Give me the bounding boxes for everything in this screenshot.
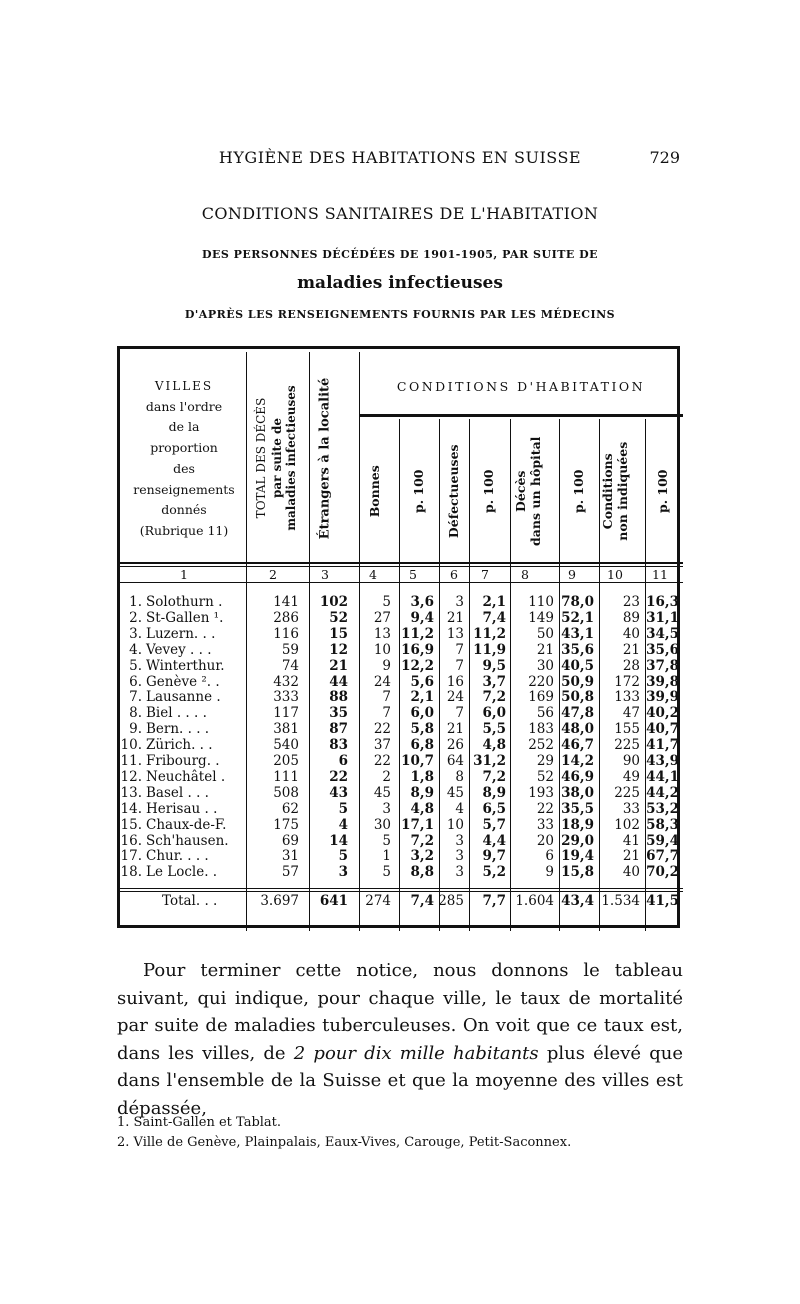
city-name: 14. Herisau . .: [120, 800, 218, 817]
total-cell: 274: [365, 893, 391, 909]
villes-header-line: renseignements: [133, 481, 235, 497]
table-cell: 3,6: [410, 594, 434, 610]
table-cell: 5: [382, 594, 391, 610]
city-name: 15. Chaux-de-F.: [120, 816, 227, 833]
table-cell: 44,1: [646, 768, 679, 785]
table-cell: 175: [273, 816, 299, 833]
table-cell: 9: [382, 657, 391, 674]
column-number: 10: [607, 567, 623, 582]
table-cell: 141: [273, 594, 299, 610]
table-cell: 18,9: [561, 816, 594, 833]
table-cell: 7: [382, 689, 391, 706]
table-cell: 15: [329, 625, 348, 642]
city-name: 3. Luzern. . .: [129, 625, 216, 642]
column-number: 8: [521, 567, 529, 582]
column-number: 4: [369, 567, 377, 582]
table-cell: 30: [373, 816, 391, 833]
table-cell: 14: [329, 832, 348, 849]
table-cell: 102: [614, 816, 640, 833]
table-cell: 16: [446, 673, 464, 690]
city-name: 10. Zürich. . .: [120, 737, 213, 754]
table-cell: 7: [382, 705, 391, 722]
total-cell: 43,4: [561, 893, 594, 909]
table-cell: 11,2: [473, 625, 506, 642]
city-name: 13. Basel . . .: [120, 784, 209, 801]
sub-header: Conditions: [599, 453, 615, 529]
table-cell: 13: [373, 625, 391, 642]
table-cell: 116: [273, 625, 299, 642]
table-cell: 149: [528, 609, 554, 626]
table-cell: 50,9: [561, 673, 594, 690]
table-cell: 41,7: [646, 737, 679, 754]
total-header: TOTAL DES DÉCÈS: [254, 397, 268, 519]
table-cell: 2,1: [482, 594, 506, 610]
table-cell: 2: [382, 768, 391, 785]
table-cell: 49: [622, 768, 640, 785]
table-cell: 50: [536, 625, 554, 642]
table-cell: 43,1: [561, 625, 594, 642]
footnote-2: 2. Ville de Genève, Plainpalais, Eaux-Vives, Carouge, Petit-Saconnex.: [117, 1135, 572, 1150]
table-cell: 27: [373, 609, 391, 626]
table-cell: 7,4: [482, 609, 506, 626]
sub-header: Décès: [512, 470, 528, 512]
table-cell: 21: [622, 641, 640, 658]
city-name: 17. Chur. . . .: [120, 848, 209, 865]
table-cell: 40: [622, 625, 640, 642]
sub-header: p. 100: [480, 469, 496, 513]
table-cell: 5: [338, 848, 348, 865]
table-cell: 10,7: [401, 753, 434, 769]
table-cell: 20: [536, 832, 554, 849]
table-cell: 41: [622, 832, 640, 849]
total-cell: 7,4: [410, 893, 434, 909]
table-cell: 6: [338, 753, 348, 769]
table-cell: 381: [273, 721, 299, 738]
table-cell: 6: [545, 848, 554, 865]
table-cell: 21: [446, 721, 464, 738]
table-cell: 111: [273, 768, 299, 785]
table-cell: 43: [329, 784, 348, 801]
city-name: 11. Fribourg. .: [120, 753, 220, 769]
table-cell: 46,9: [561, 768, 594, 785]
table-cell: 37: [373, 737, 391, 754]
table-cell: 59: [281, 641, 299, 658]
table-cell: 4,8: [482, 737, 506, 754]
table-cell: 90: [622, 753, 640, 769]
table-cell: 35,6: [646, 641, 679, 658]
table-cell: 31,2: [473, 753, 506, 769]
table-cell: 286: [273, 609, 299, 626]
table-cell: 4,4: [482, 832, 506, 849]
table-cell: 5,6: [410, 673, 434, 690]
table-cell: 9: [545, 864, 554, 881]
table-cell: 44,2: [646, 784, 679, 801]
sub-header: p. 100: [570, 469, 586, 513]
city-name: 16. Sch'hausen.: [120, 832, 229, 849]
table-cell: 252: [528, 737, 554, 754]
total-cell: 641: [319, 893, 348, 909]
villes-header-line: des: [173, 460, 195, 476]
table-cell: 10: [373, 641, 391, 658]
city-name: 4. Vevey . . .: [129, 641, 212, 658]
table-cell: 87: [329, 721, 348, 738]
table-cell: 12: [329, 641, 348, 658]
table-cell: 22: [536, 800, 554, 817]
villes-header-line: (Rubrique 11): [139, 522, 229, 538]
table-cell: 33: [622, 800, 640, 817]
city-name: 1. Solothurn .: [129, 594, 223, 610]
table-cell: 64: [446, 753, 464, 769]
table-cell: 5,5: [482, 721, 506, 738]
table-cell: 89: [622, 609, 640, 626]
table-cell: 102: [319, 594, 348, 610]
table-cell: 45: [446, 784, 464, 801]
table-cell: 155: [614, 721, 640, 738]
table-cell: 12,2: [401, 657, 434, 674]
table-cell: 21: [536, 641, 554, 658]
table-cell: 6,5: [482, 800, 506, 817]
table-cell: 11,2: [401, 625, 434, 642]
table-cell: 39,9: [646, 689, 679, 706]
table-cell: 8,9: [482, 784, 506, 801]
table-cell: 117: [273, 705, 299, 722]
table-cell: 3: [455, 594, 464, 610]
table-cell: 50,8: [561, 689, 594, 706]
table-cell: 3,2: [410, 848, 434, 865]
table-cell: 31: [281, 848, 299, 865]
table-cell: 14,2: [561, 753, 594, 769]
table-cell: 22: [329, 768, 348, 785]
city-name: 2. St-Gallen ¹.: [129, 609, 224, 626]
table-cell: 5: [382, 864, 391, 881]
villes-header-line: proportion: [150, 440, 218, 456]
column-number: 5: [409, 567, 417, 582]
total-label: Total. . .: [162, 893, 218, 909]
table-cell: 8,9: [410, 784, 434, 801]
table-cell: 53,2: [646, 800, 679, 817]
villes-header-line: VILLES: [154, 379, 214, 393]
table-title: CONDITIONS SANITAIRES DE L'HABITATION: [201, 204, 599, 223]
table-cell: 7,2: [410, 832, 434, 849]
table-cell: 35,6: [561, 641, 594, 658]
table-cell: 24: [446, 689, 464, 706]
table-subject: maladies infectieuses: [297, 273, 503, 293]
table-cell: 22: [373, 753, 391, 769]
sub-header: dans un hôpital: [527, 436, 543, 546]
city-name: 6. Genève ². .: [129, 673, 220, 690]
table-cell: 7,2: [482, 689, 506, 706]
table-cell: 6,8: [410, 737, 434, 754]
sub-header: non indiquées: [614, 441, 630, 541]
running-head-title: HYGIÈNE DES HABITATIONS EN SUISSE: [218, 148, 582, 167]
table-cell: 3: [455, 832, 464, 849]
table-cell: 23: [622, 594, 640, 610]
total-rule: [120, 888, 683, 889]
column-number: 3: [321, 567, 329, 582]
table-cell: 69: [281, 832, 299, 849]
table-cell: 10: [446, 816, 464, 833]
column-number: 11: [652, 567, 668, 582]
table-cell: 4: [338, 816, 348, 833]
villes-header-line: dans l'ordre: [145, 398, 223, 414]
table-cell: 29,0: [561, 832, 594, 849]
table-cell: 6,0: [410, 705, 434, 722]
table-cell: 29: [536, 753, 554, 769]
table-cell: 45: [373, 784, 391, 801]
table-cell: 9,4: [410, 609, 434, 626]
footnotes: [117, 1113, 687, 1153]
footnote-1: 1. Saint-Gallen et Tablat.: [117, 1115, 282, 1130]
table-cell: 83: [329, 737, 348, 754]
total-cell: 3.697: [260, 893, 299, 909]
table-cell: 88: [329, 689, 348, 706]
table-cell: 52: [536, 768, 554, 785]
table-cell: 225: [614, 737, 640, 754]
table-cell: 3: [382, 800, 391, 817]
table-cell: 7: [455, 641, 464, 658]
table-cell: 16,3: [646, 594, 679, 610]
table-cell: 7: [455, 657, 464, 674]
table-cell: 78,0: [561, 594, 594, 610]
sub-header: Défectueuses: [445, 444, 461, 538]
table-cell: 9,5: [482, 657, 506, 674]
header-rule: [120, 562, 683, 564]
table-cell: 6,0: [482, 705, 506, 722]
villes-header-line: de la: [168, 419, 200, 435]
data-table: [117, 346, 680, 928]
sub-header: Bonnes: [366, 464, 382, 518]
body-paragraph: Pour terminer cette notice, nous donnons le tableau suivant, qui indique, pour chaque ville, le taux de mortalité par suite de maladies tuberculeuses. On voit que ce taux est, dans les villes, de 2 pour dix mille habitants plus élevé que dans l'ensemble de la Suisse et que la moyenne des villes est dépassée,: [117, 960, 684, 1119]
table-cell: 31,1: [646, 609, 679, 626]
city-name: 12. Neuchâtel .: [120, 768, 226, 785]
table-cell: 8,8: [410, 864, 434, 881]
table-cell: 40,2: [646, 705, 679, 722]
table-cell: 1,8: [410, 768, 434, 785]
total-cell: 1.604: [515, 893, 554, 909]
total-cell: 7,7: [482, 893, 506, 909]
table-cell: 2,1: [410, 689, 434, 706]
conditions-header: CONDITIONS D'HABITATION: [396, 379, 646, 394]
etrangers-header: Étrangers à la localité: [317, 377, 333, 539]
table-cell: 19,4: [561, 848, 594, 865]
table-cell: 48,0: [561, 721, 594, 738]
total-cell: 285: [438, 893, 464, 909]
table-cell: 8: [455, 768, 464, 785]
table-cell: 3: [455, 848, 464, 865]
table-cell: 28: [622, 657, 640, 674]
table-cell: 3,7: [482, 673, 506, 690]
page-number: 729: [649, 148, 680, 167]
table-cell: 540: [273, 737, 299, 754]
table-cell: 21: [329, 657, 348, 674]
table-cell: 193: [528, 784, 554, 801]
table-cell: 432: [273, 673, 299, 690]
table-cell: 52: [329, 609, 348, 626]
table-cell: 57: [281, 864, 299, 881]
table-cell: 62: [281, 800, 299, 817]
table-cell: 40,7: [646, 721, 679, 738]
table-cell: 52,1: [561, 609, 594, 626]
table-cell: 3: [338, 864, 348, 881]
table-cell: 56: [536, 705, 554, 722]
sub-header: p. 100: [654, 469, 670, 513]
table-cell: 4,8: [410, 800, 434, 817]
city-name: 8. Biel . . . .: [129, 705, 207, 722]
table-cell: 5: [338, 800, 348, 817]
table-cell: 37,8: [646, 657, 679, 674]
table-cell: 183: [528, 721, 554, 738]
table-subtitle: DES PERSONNES DÉCÉDÉES DE 1901-1905, PAR SUITE DE: [201, 248, 599, 261]
table-cell: 9,7: [482, 848, 506, 865]
column-number: 1: [180, 567, 188, 582]
city-name: 18. Le Locle. .: [120, 864, 218, 881]
table-cell: 133: [614, 689, 640, 706]
column-number: 7: [481, 567, 489, 582]
total-cell: 41,5: [646, 893, 679, 909]
table-cell: 24: [373, 673, 391, 690]
table-cell: 38,0: [561, 784, 594, 801]
table-cell: 47,8: [561, 705, 594, 722]
table-cell: 70,2: [646, 864, 679, 881]
table-cell: 5: [382, 832, 391, 849]
table-cell: 67,7: [646, 848, 679, 865]
table-cell: 16,9: [401, 641, 434, 658]
table-cell: 39,8: [646, 673, 679, 690]
table-cell: 40: [622, 864, 640, 881]
table-cell: 59,4: [646, 832, 679, 849]
table-cell: 5,2: [482, 864, 506, 881]
table-cell: 34,5: [646, 625, 679, 642]
table-cell: 17,1: [401, 816, 434, 833]
table-cell: 3: [455, 864, 464, 881]
running-head: [0, 148, 800, 174]
table-cell: 7: [455, 705, 464, 722]
table-cell: 22: [373, 721, 391, 738]
table-cell: 169: [528, 689, 554, 706]
table-cell: 26: [446, 737, 464, 754]
total-header: par suite de: [270, 417, 284, 499]
table-cell: 40,5: [561, 657, 594, 674]
table-cell: 35: [329, 705, 348, 722]
table-cell: 4: [455, 800, 464, 817]
table-cell: 5,8: [410, 721, 434, 738]
table-cell: 11,9: [473, 641, 506, 658]
sub-header: p. 100: [410, 469, 426, 513]
table-cell: 13: [446, 625, 464, 642]
column-number: 2: [269, 567, 277, 582]
table-cell: 110: [528, 594, 554, 610]
table-cell: 15,8: [561, 864, 594, 881]
table-cell: 30: [536, 657, 554, 674]
table-cell: 46,7: [561, 737, 594, 754]
villes-header-line: donnés: [161, 502, 207, 518]
table-cell: 33: [536, 816, 554, 833]
table-cell: 47: [622, 705, 640, 722]
table-cell: 220: [528, 673, 554, 690]
table-cell: 1: [382, 848, 391, 865]
table-source: D'APRÈS LES RENSEIGNEMENTS FOURNIS PAR LES MÉDECINS: [184, 308, 616, 321]
table-cell: 205: [273, 753, 299, 769]
total-cell: 1.534: [601, 893, 640, 909]
column-number: 9: [568, 567, 576, 582]
table-cell: 21: [446, 609, 464, 626]
table-cell: 43,9: [646, 753, 679, 769]
table-cell: 44: [329, 673, 348, 690]
table-cell: 333: [273, 689, 299, 706]
total-header: maladies infectieuses: [284, 385, 298, 531]
table-cell: 21: [622, 848, 640, 865]
table-cell: 5,7: [482, 816, 506, 833]
city-name: 7. Lausanne .: [129, 689, 221, 706]
table-cell: 225: [614, 784, 640, 801]
total-rule: [120, 891, 683, 892]
table-cell: 172: [614, 673, 640, 690]
table-cell: 508: [273, 784, 299, 801]
table-cell: 7,2: [482, 768, 506, 785]
table-cell: 35,5: [561, 800, 594, 817]
table-cell: 58,3: [646, 816, 679, 833]
column-number: 6: [450, 567, 458, 582]
city-name: 5. Winterthur.: [129, 657, 225, 674]
city-name: 9. Bern. . . .: [129, 721, 210, 738]
table-cell: 74: [281, 657, 299, 674]
